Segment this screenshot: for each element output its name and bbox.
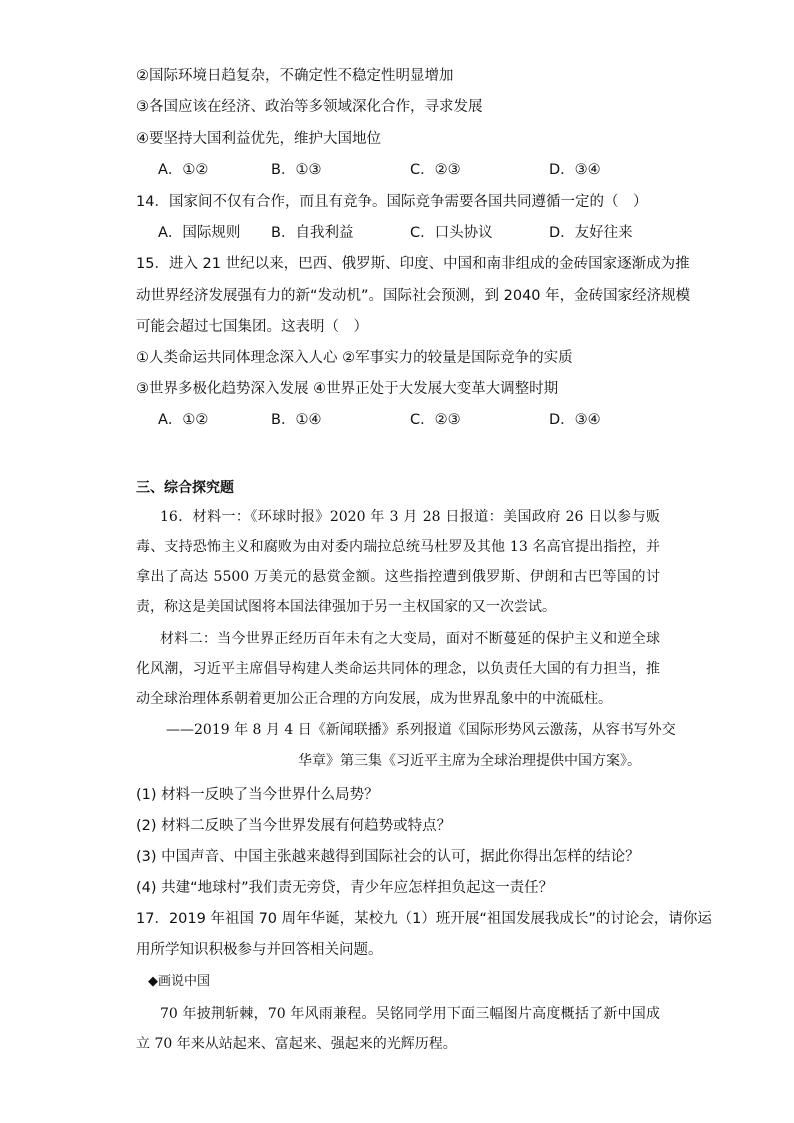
q16-source-line-2: 华章》第三集《习近平主席为全球治理提供中国方案》。 xyxy=(298,753,641,769)
q13-item-4: ④要坚持大国利益优先，维护大国地位 xyxy=(136,131,381,147)
q15-stem-line-1: 15．进入 21 世纪以来，巴西、俄罗斯、印度、中国和南非组成的金砖国家逐渐成为推 xyxy=(136,256,690,272)
q13-option-a: A．①② xyxy=(158,162,209,178)
q13-option-d: D．③④ xyxy=(549,162,601,178)
q13-item-2: ②国际环境日趋复杂，不确定性不稳定性明显增加 xyxy=(136,68,454,84)
q16-subquestion-4: (4) 共建“地球村”我们责无旁贷，青少年应怎样担负起这一责任？ xyxy=(136,880,554,896)
q15-items-line-2: ③世界多极化趋势深入发展 ④世界正处于大发展大变革大调整时期 xyxy=(136,381,559,397)
q13-option-b: B．①③ xyxy=(271,162,322,178)
q13-option-c: C．②③ xyxy=(410,162,461,178)
q14-stem: 14．国家间不仅有合作，而且有竞争。国际竞争需要各国共同遵循一定的（ ） xyxy=(136,194,648,210)
section-heading: 三、综合探究题 xyxy=(136,480,234,496)
q16-material-2: 材料二：当今世界正经历百年未有之大变局，面对不断蔓延的保护主义和逆全球化风潮，习近平主席倡导构建人类命运共同体的理念，以负责任大国的有力担当，推动全球治理体系朝着更加公正合理的方向发展，成为世界乱象中的中流砥柱。 xyxy=(136,631,660,707)
q17-stem-line-2: 用所学知识积极参与并回答相关问题。 xyxy=(136,942,383,958)
q16-source-line-1: ——2019 年 8 月 4 日《新闻联播》系列报道《国际形势风云激荡，从容书写外交 xyxy=(166,722,676,738)
q15-option-b: B．①④ xyxy=(271,412,322,428)
q16-material-1: 16．材料一：《环球时报》2020 年 3 月 28 日报道：美国政府 26 日以参与贩毒、支持恐怖主义和腐败为由对委内瑞拉总统马杜罗及其他 13 名高官提出指控，并拿出了高达 5500 万美元的悬赏金额。这些指控遭到俄罗斯、伊朗和古巴等国的讨责，称这是美国试图将本国法律强加于另一主权国家的又一次尝试。 xyxy=(136,509,660,615)
q16-subquestion-1: (1) 材料一反映了当今世界什么局势？ xyxy=(136,787,379,803)
q16-subquestion-2: (2) 材料二反映了当今世界发展有何趋势或特点？ xyxy=(136,818,452,834)
q14-option-c: C．口头协议 xyxy=(410,225,493,241)
q14-option-b: B．自我利益 xyxy=(271,225,354,241)
q15-option-a: A．①② xyxy=(158,412,209,428)
q17-paragraph: 70 年披荆斩棘，70 年风雨兼程。吴铭同学用下面三幅图片高度概括了新中国成立 70 年来从站起来、富起来、强起来的光辉历程。 xyxy=(136,1006,660,1052)
q15-stem-line-2: 动世界经济发展强有力的新“发动机”。国际社会预测，到 2040 年，金砖国家经济规模 xyxy=(136,288,691,304)
q16-subquestion-3: (3) 中国声音、中国主张越来越得到国际社会的认可，据此你得出怎样的结论？ xyxy=(136,849,640,865)
q14-option-d: D．友好往来 xyxy=(549,225,633,241)
q15-option-d: D．③④ xyxy=(549,412,601,428)
q14-option-a: A．国际规则 xyxy=(158,225,241,241)
q15-items-line-1: ①人类命运共同体理念深入人心 ②军事实力的较量是国际竞争的实质 xyxy=(136,350,573,366)
q15-option-c: C．②③ xyxy=(410,412,461,428)
q17-stem-line-1: 17．2019 年祖国 70 周年华诞，某校九（1）班开展“祖国发展我成长”的讨论会，请你运 xyxy=(136,911,712,927)
q17-subheading: ◆画说中国 xyxy=(148,974,210,989)
q15-stem-line-3: 可能会超过七国集团。这表明（ ） xyxy=(136,319,368,335)
q13-item-3: ③各国应该在经济、政治等多领域深化合作，寻求发展 xyxy=(136,99,483,115)
